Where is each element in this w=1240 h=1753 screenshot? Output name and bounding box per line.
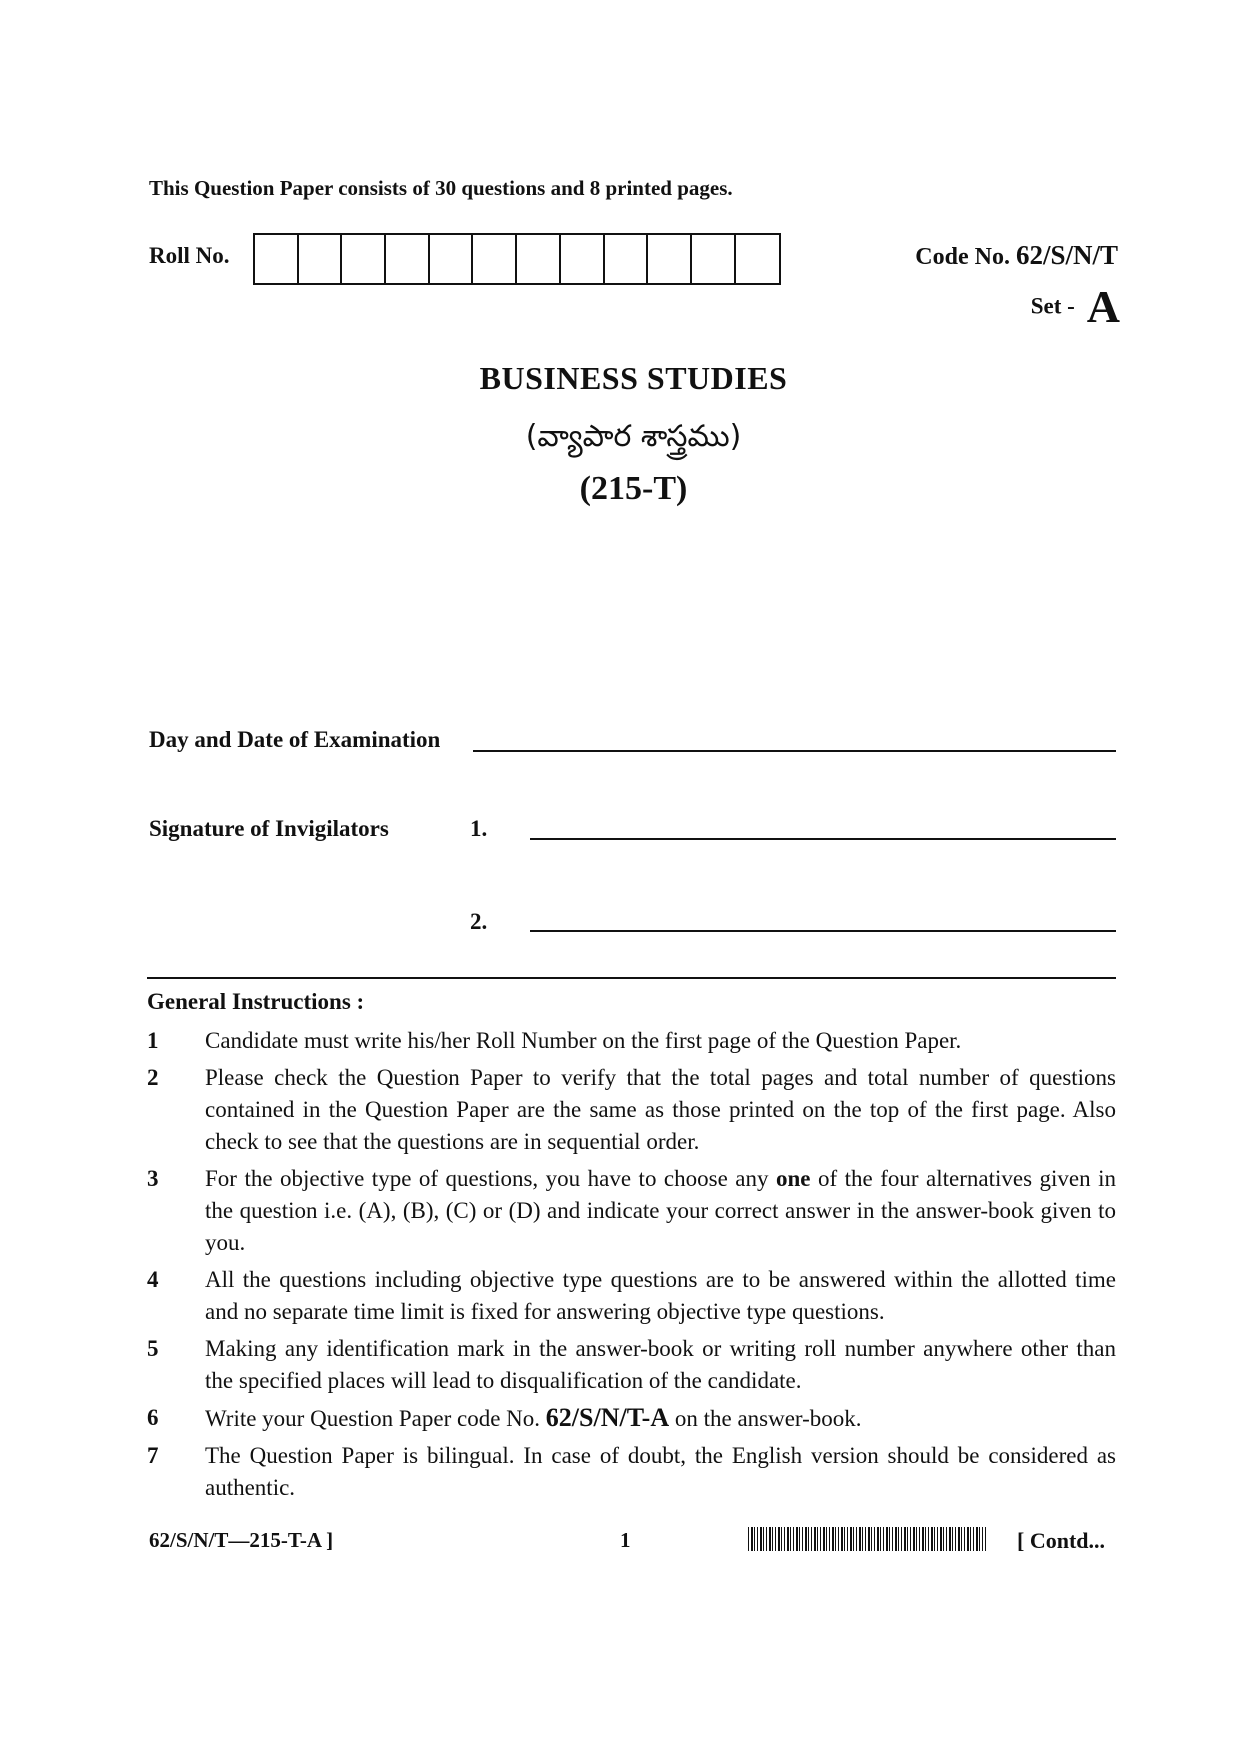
roll-number-box <box>342 235 386 283</box>
roll-number-box <box>605 235 649 283</box>
roll-number-box <box>299 235 343 283</box>
instruction-text <box>205 1402 1116 1435</box>
instruction-text-before: For the objective type of questions, you have to choose any <box>205 1166 776 1191</box>
roll-number-label: Roll No. <box>149 243 230 268</box>
set-label: Set - <box>1030 293 1075 319</box>
instruction-number: 3 <box>147 1166 159 1191</box>
code-number <box>915 240 1118 271</box>
instruction-text: All the questions including objective type questions are to be answered within the allotted time and no separate time limit is fixed for answering objective type questions. <box>205 1267 1116 1324</box>
instruction-number: 5 <box>147 1336 159 1361</box>
instruction-item <box>147 1333 1116 1397</box>
instruction-text: Please check the Question Paper to verify that the total pages and total number of questions contained in the Question Paper are the same as those printed on the top of the first page. Also check to see that the questions are in sequential order. <box>205 1065 1116 1154</box>
instruction-number: 6 <box>147 1405 159 1430</box>
instruction-number: 1 <box>147 1028 159 1053</box>
roll-number-box <box>517 235 561 283</box>
instruction-code-inline: 62/S/N/T-A <box>545 1403 670 1432</box>
exam-date-line <box>473 750 1116 752</box>
code-value: 62/S/N/T <box>1015 240 1118 270</box>
general-instructions-heading: General Instructions : <box>147 989 365 1014</box>
roll-number-box <box>736 235 780 283</box>
subject-title-telugu: (వ్యాపార శాస్త్రము) <box>525 419 742 454</box>
instruction-text: The Question Paper is bilingual. In case of doubt, the English version should be considered as authentic. <box>205 1443 1116 1500</box>
instruction-item <box>147 1163 1116 1259</box>
instruction-text-bold: one <box>776 1166 811 1191</box>
instruction-number: 2 <box>147 1065 159 1090</box>
instruction-item <box>147 1025 1116 1057</box>
signature-1-line <box>530 838 1116 840</box>
roll-number-box <box>430 235 474 283</box>
instruction-number: 7 <box>147 1443 159 1468</box>
instruction-text-after: of the four alternatives given in the question i.e. (A), (B), (C) or (D) and indicate your correct answer in the answer-book given to you. <box>205 1166 1116 1255</box>
instruction-text-before: Write your Question Paper code No. <box>205 1406 546 1431</box>
instruction-text: Candidate must write his/her Roll Number on the first page of the Question Paper. <box>205 1028 962 1053</box>
instruction-item <box>147 1402 1116 1435</box>
header-note: This Question Paper consists of 30 questions and 8 printed pages. <box>149 176 733 200</box>
footer-contd: [ Contd... <box>1017 1528 1106 1553</box>
code-label: Code No. <box>915 244 1010 270</box>
signature-2-line <box>530 930 1116 932</box>
roll-number-box <box>648 235 692 283</box>
footer-page-number: 1 <box>620 1528 631 1552</box>
subject-code: (215-T) <box>579 470 688 507</box>
set-indicator <box>1031 280 1120 333</box>
instruction-item <box>147 1062 1116 1158</box>
instructions-list <box>147 1025 1116 1509</box>
set-value: A <box>1086 281 1120 332</box>
roll-number-box <box>561 235 605 283</box>
section-divider <box>147 977 1116 979</box>
signature-1-number: 1. <box>470 816 488 841</box>
instruction-text <box>205 1163 1116 1259</box>
exam-date-label: Day and Date of Examination <box>149 727 441 752</box>
signature-2-number: 2. <box>470 909 488 934</box>
instruction-text-after: on the answer-book. <box>669 1406 862 1431</box>
roll-number-box <box>692 235 736 283</box>
instruction-text: Making any identification mark in the answer-book or writing roll number anywhere other than the specified places will lead to disqualification of the candidate. <box>205 1336 1116 1393</box>
barcode-icon <box>748 1527 986 1551</box>
roll-number-box <box>386 235 430 283</box>
roll-number-box <box>473 235 517 283</box>
subject-title: BUSINESS STUDIES <box>479 360 788 396</box>
roll-number-box <box>255 235 299 283</box>
instruction-item <box>147 1440 1116 1504</box>
instruction-number: 4 <box>147 1267 159 1292</box>
signature-label: Signature of Invigilators <box>149 816 389 841</box>
instruction-item <box>147 1264 1116 1328</box>
roll-number-boxes <box>253 233 781 285</box>
footer-code: 62/S/N/T—215-T-A ] <box>149 1528 334 1552</box>
